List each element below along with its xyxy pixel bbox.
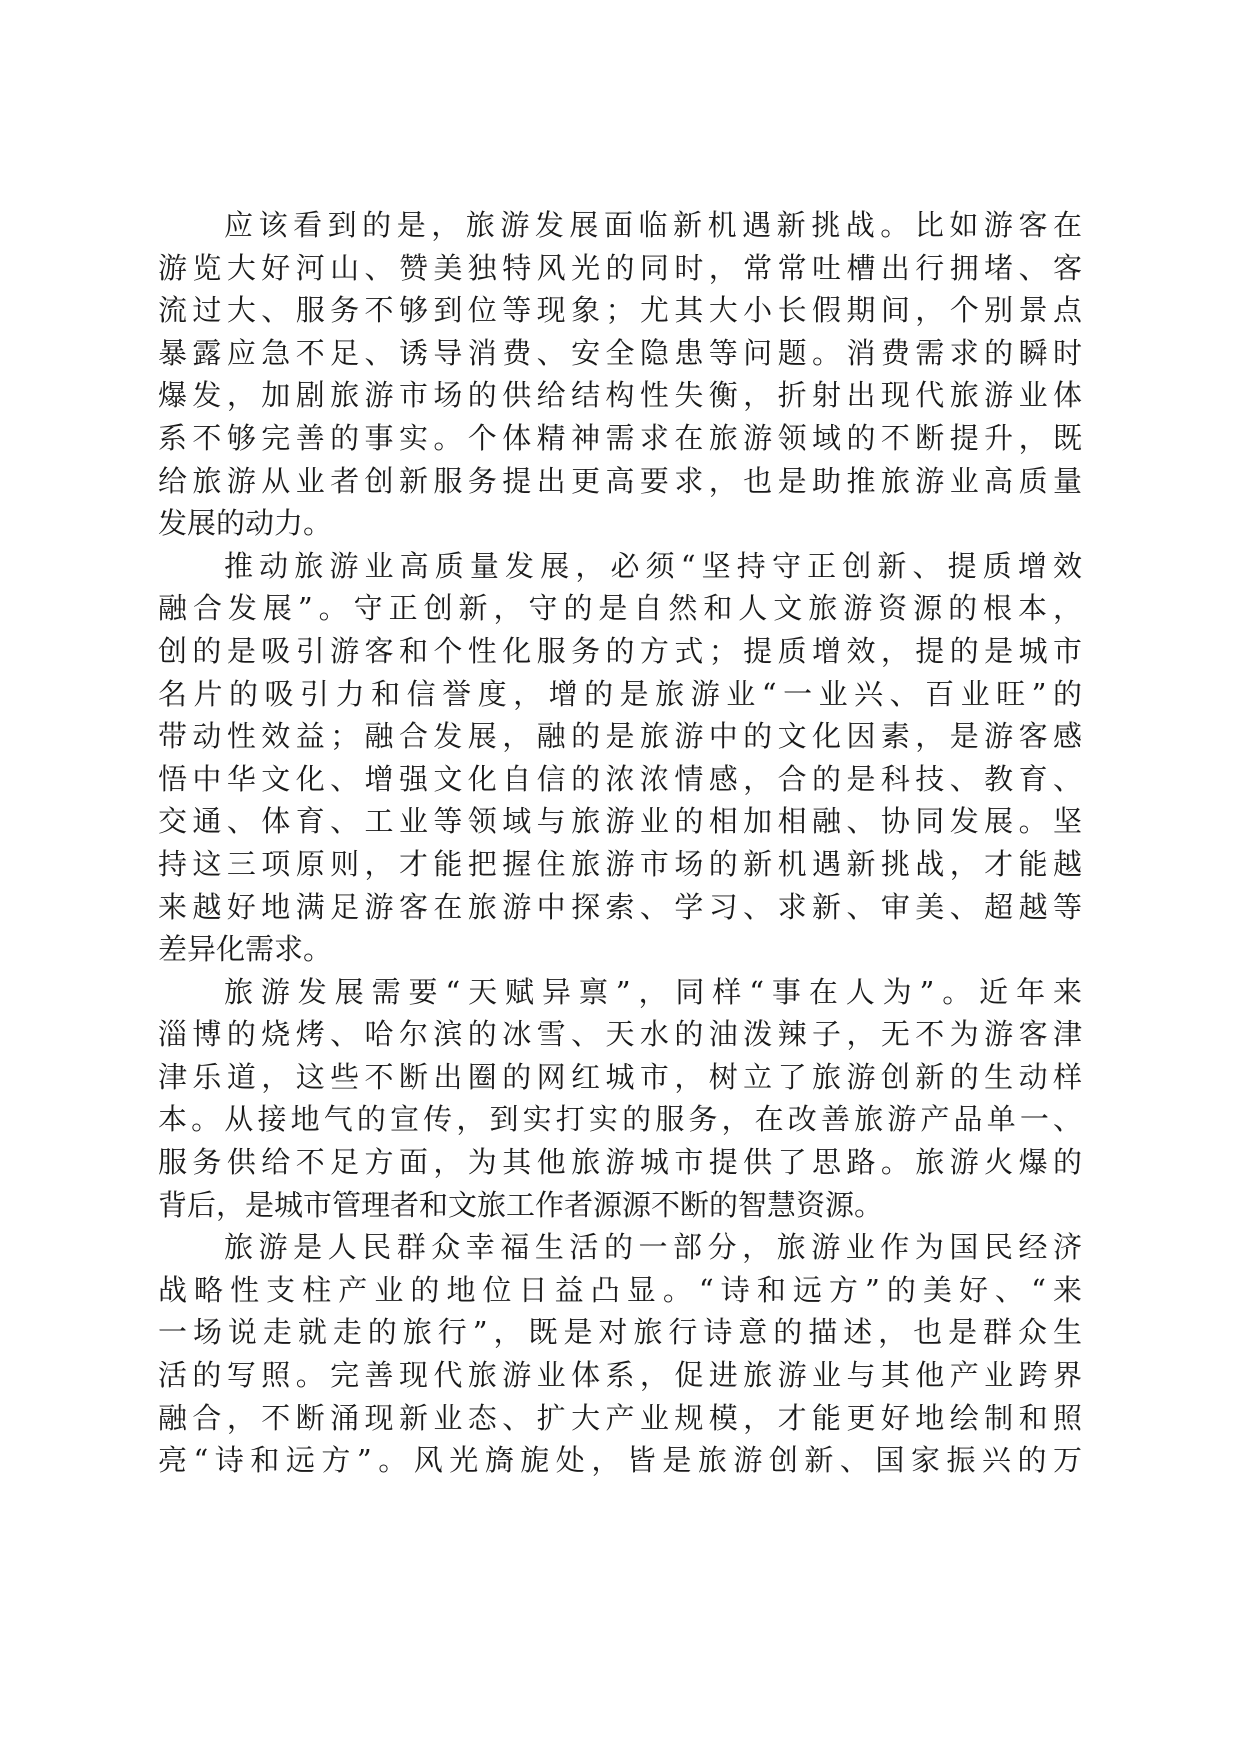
text-line: 系不够完善的事实。个体精神需求在旅游领域的不断提升，既 bbox=[158, 420, 1082, 455]
text-line: 活的写照。完善现代旅游业体系，促进旅游业与其他产业跨界 bbox=[158, 1358, 1082, 1393]
paragraph-1 bbox=[158, 204, 1082, 545]
text-line: 流过大、服务不够到位等现象；尤其大小长假期间，个别景点 bbox=[158, 293, 1082, 328]
text-line: 战略性支柱产业的地位日益凸显。“诗和远方”的美好、“来 bbox=[158, 1272, 1082, 1307]
text-line: 一场说走就走的旅行”，既是对旅行诗意的描述，也是群众生 bbox=[158, 1315, 1082, 1350]
text-line: 带动性效益；融合发展，融的是旅游中的文化因素，是游客感 bbox=[158, 719, 1082, 754]
text-line: 津乐道，这些不断出圈的网红城市，树立了旅游创新的生动样 bbox=[158, 1059, 1082, 1094]
text-line: 应该看到的是，旅游发展面临新机遇新挑战。比如游客在 bbox=[224, 208, 1082, 242]
text-line: 爆发，加剧旅游市场的供给结构性失衡，折射出现代旅游业体 bbox=[158, 378, 1082, 413]
document-body bbox=[158, 204, 1082, 1482]
text-line: 背后，是城市管理者和文旅工作者源源不断的智慧资源。 bbox=[158, 1187, 884, 1222]
text-line: 融合，不断涌现新业态、扩大产业规模，才能更好地绘制和照 bbox=[158, 1400, 1082, 1435]
text-line: 本。从接地气的宣传，到实打实的服务，在改善旅游产品单一、 bbox=[158, 1102, 1082, 1137]
text-line: 融合发展”。守正创新，守的是自然和人文旅游资源的根本， bbox=[158, 591, 1082, 626]
text-line: 发展的动力。 bbox=[158, 506, 333, 541]
text-line: 持这三项原则，才能把握住旅游市场的新机遇新挑战，才能越 bbox=[158, 846, 1082, 881]
text-line: 悟中华文化、增强文化自信的浓浓情感，合的是科技、教育、 bbox=[158, 761, 1082, 796]
paragraph-4 bbox=[158, 1226, 1082, 1482]
text-line: 给旅游从业者创新服务提出更高要求，也是助推旅游业高质量 bbox=[158, 463, 1082, 498]
text-line: 名片的吸引力和信誉度，增的是旅游业“一业兴、百业旺”的 bbox=[158, 676, 1082, 711]
text-line: 旅游发展需要“天赋异禀”，同样“事在人为”。近年来 bbox=[224, 974, 1082, 1009]
text-line: 旅游是人民群众幸福生活的一部分，旅游业作为国民经济 bbox=[224, 1230, 1082, 1265]
text-line: 服务供给不足方面，为其他旅游城市提供了思路。旅游火爆的 bbox=[158, 1145, 1082, 1180]
text-line: 创的是吸引游客和个性化服务的方式；提质增效，提的是城市 bbox=[158, 633, 1082, 668]
text-line: 游览大好河山、赞美独特风光的同时，常常吐槽出行拥堵、客 bbox=[158, 250, 1082, 285]
text-line: 差异化需求。 bbox=[158, 932, 333, 967]
text-line: 暴露应急不足、诱导消费、安全隐患等问题。消费需求的瞬时 bbox=[158, 335, 1082, 370]
text-line: 推动旅游业高质量发展，必须“坚持守正创新、提质增效 bbox=[224, 548, 1082, 583]
paragraph-2 bbox=[158, 545, 1082, 971]
paragraph-3 bbox=[158, 971, 1082, 1227]
text-line: 交通、体育、工业等领域与旅游业的相加相融、协同发展。坚 bbox=[158, 804, 1082, 839]
text-line: 来越好地满足游客在旅游中探索、学习、求新、审美、超越等 bbox=[158, 889, 1082, 924]
text-line: 亮“诗和远方”。风光旖旎处，皆是旅游创新、国家振兴的万 bbox=[158, 1443, 1082, 1478]
text-line: 淄博的烧烤、哈尔滨的冰雪、天水的油泼辣子，无不为游客津 bbox=[158, 1017, 1082, 1052]
